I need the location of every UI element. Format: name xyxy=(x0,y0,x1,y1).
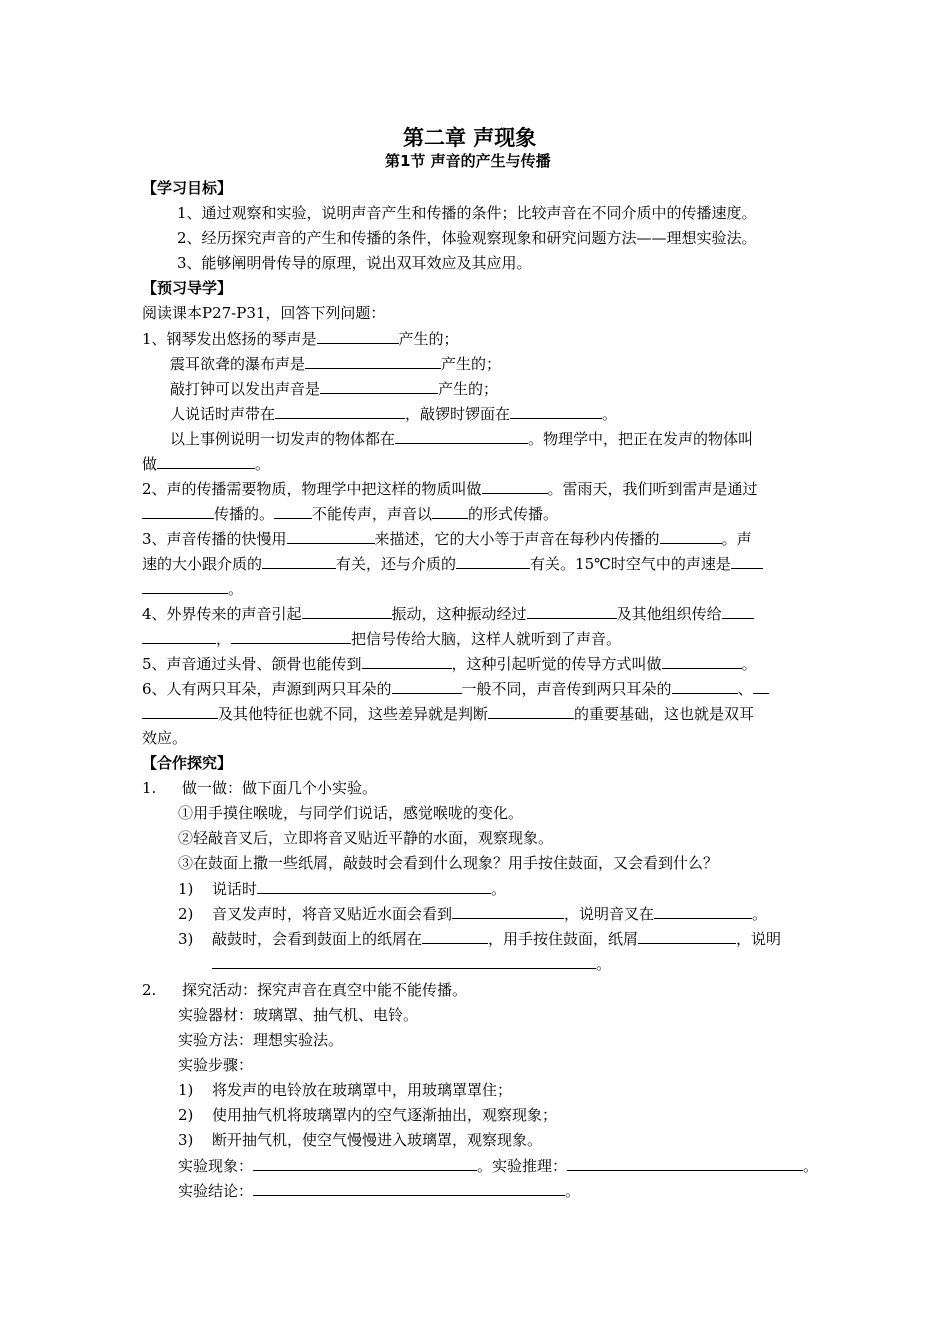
answer-blank[interactable] xyxy=(722,603,754,619)
question-4-line-b xyxy=(142,628,621,649)
q6-text: 的重要基础，这也就是双耳 xyxy=(574,705,755,723)
item-number: 2. xyxy=(142,981,157,999)
q-text: 敲鼓时，会看到鼓面上的纸屑在 xyxy=(212,930,423,948)
q2-text: 不能传声，声音以 xyxy=(312,505,433,523)
q1-text: 做 xyxy=(142,455,158,473)
question-3-line-b xyxy=(142,553,763,574)
q4-text: 把信号传给大脑，这样人就听到了声音。 xyxy=(351,630,622,648)
goal-item: 1、通过观察和实验，说明声音产生和传播的条件；比较声音在不同介质中的传播速度。 xyxy=(177,204,757,222)
answer-blank[interactable] xyxy=(731,553,763,569)
q1-text: ，敲锣时锣面在 xyxy=(405,405,511,423)
q3-text: 速的大小跟介质的 xyxy=(142,555,263,573)
sub-number: 2) xyxy=(178,1106,194,1124)
q3-text: 来描述，它的大小等于声音在每秒内传播的 xyxy=(374,530,660,548)
label-text: 。 xyxy=(565,1182,581,1200)
q4-text: 4、外界传来的声音引起 xyxy=(142,605,302,623)
answer-blank[interactable] xyxy=(142,503,214,519)
answer-blank[interactable] xyxy=(432,503,468,519)
preview-intro: 阅读课本P27-P31，回答下列问题： xyxy=(142,304,386,322)
q-text: 音叉发声时，将音叉贴近水面会看到 xyxy=(212,905,453,923)
experiment-method: 实验方法：理想实验法。 xyxy=(178,1031,344,1049)
sub-number: 3) xyxy=(178,1131,194,1149)
q5-text: 。 xyxy=(741,655,757,673)
q1-text: 人说话时声带在 xyxy=(170,405,276,423)
question-4-line-a xyxy=(142,603,754,624)
step-text: 使用抽气机将玻璃罩内的空气逐渐抽出，观察现象； xyxy=(212,1106,558,1124)
label-text: 。实验推理： xyxy=(477,1157,568,1175)
question-3-line-a xyxy=(142,528,752,549)
label-text: 实验现象： xyxy=(178,1157,254,1175)
procedure-step xyxy=(178,1080,512,1100)
step-text: 断开抽气机，使空气慢慢进入玻璃罩，观察现象。 xyxy=(212,1131,543,1149)
experiment-conclusion xyxy=(178,1180,580,1201)
experiment-phenomenon xyxy=(178,1155,818,1176)
question-1-line-b xyxy=(170,353,501,374)
coop-q1 xyxy=(178,878,506,899)
q1-text: 产生的； xyxy=(398,330,459,348)
q5-text: 5、声音通过头骨、颌骨也能传到 xyxy=(142,655,362,673)
q6-text: 及其他特征也就不同，这些差异就是判断 xyxy=(218,705,489,723)
experiment-steps-label: 实验步骤： xyxy=(178,1056,254,1074)
preview-heading: 【预习导学】 xyxy=(142,279,233,297)
answer-blank[interactable] xyxy=(317,328,399,344)
q2-text: 。雷雨天，我们听到雷声是通过 xyxy=(547,480,758,498)
label-text: 。 xyxy=(803,1157,819,1175)
item-text: 探究活动：探究声音在真空中能不能传播。 xyxy=(182,981,468,999)
q2-text: 2、声的传播需要物质，物理学中把这样的物质叫做 xyxy=(142,480,482,498)
answer-blank[interactable] xyxy=(142,578,228,594)
section-subtitle: 第1节 声音的产生与传播 xyxy=(385,152,551,170)
goal-item: 2、经历探究声音的产生和传播的条件，体验观察现象和研究问题方法——理想实验法。 xyxy=(177,229,757,247)
goals-heading: 【学习目标】 xyxy=(142,179,233,197)
answer-blank[interactable] xyxy=(157,453,255,469)
answer-blank[interactable] xyxy=(452,903,564,919)
answer-blank[interactable] xyxy=(662,653,742,669)
sub-number: 3) xyxy=(178,930,194,948)
experiment-materials: 实验器材：玻璃罩、抽气机、电铃。 xyxy=(178,1006,419,1024)
q2-text: 的形式传播。 xyxy=(468,505,559,523)
answer-blank[interactable] xyxy=(320,378,438,394)
question-1-line-c xyxy=(170,378,498,399)
q-text: ，用手按住鼓面，纸屑 xyxy=(488,930,639,948)
q1-text: 。 xyxy=(602,405,618,423)
sub-number: 1) xyxy=(178,1081,194,1099)
answer-blank[interactable] xyxy=(212,953,596,969)
answer-blank[interactable] xyxy=(257,878,491,894)
q1-text: 产生的； xyxy=(438,380,499,398)
q1-text: 以上事例说明一切发声的物体都在 xyxy=(170,430,396,448)
question-6-line-c: 效应。 xyxy=(142,729,188,747)
label-text: 实验结论： xyxy=(178,1182,254,1200)
coop-item-2 xyxy=(142,980,467,1000)
answer-blank[interactable] xyxy=(456,553,530,569)
step-text: 将发声的电铃放在玻璃罩中，用玻璃罩罩住； xyxy=(212,1081,513,1099)
answer-blank[interactable] xyxy=(231,628,351,644)
q4-text: ， xyxy=(216,630,232,648)
q-text: ，说明 xyxy=(736,930,782,948)
q3-text: 3、声音传播的快慢用 xyxy=(142,530,287,548)
q-text: 。 xyxy=(596,955,612,973)
answer-blank[interactable] xyxy=(262,553,336,569)
answer-blank[interactable] xyxy=(302,603,392,619)
q-text: 。 xyxy=(752,905,768,923)
q-text: ，说明音叉在 xyxy=(564,905,655,923)
coop-item-1 xyxy=(142,778,377,798)
answer-blank[interactable] xyxy=(638,928,736,944)
sub-number: 2) xyxy=(178,905,194,923)
answer-blank[interactable] xyxy=(142,703,218,719)
question-1-line-d xyxy=(170,403,617,424)
procedure-step xyxy=(178,1130,542,1150)
question-6-line-a xyxy=(142,678,769,699)
q6-text: 一般不同，声音传到两只耳朵的 xyxy=(461,680,672,698)
answer-blank[interactable] xyxy=(527,603,617,619)
q1-text: 。 xyxy=(255,455,271,473)
answer-blank[interactable] xyxy=(395,428,528,444)
question-6-line-b xyxy=(142,703,754,724)
answer-blank[interactable] xyxy=(142,628,216,644)
question-3-line-c xyxy=(142,578,243,599)
page-title: 第二章 声现象 xyxy=(403,126,537,150)
q3-text: 有关。15℃时空气中的声速是 xyxy=(530,555,731,573)
question-2-line-a xyxy=(142,478,758,499)
q4-text: 及其他组织传给 xyxy=(616,605,722,623)
q1-text: 产生的； xyxy=(441,355,502,373)
answer-blank[interactable] xyxy=(672,678,738,694)
answer-blank[interactable] xyxy=(253,1155,477,1171)
answer-blank[interactable] xyxy=(305,353,441,369)
answer-blank[interactable] xyxy=(510,403,602,419)
q6-text: 、 xyxy=(737,680,753,698)
q4-text: 振动，这种振动经过 xyxy=(391,605,527,623)
question-1-line-f xyxy=(142,453,270,474)
q6-text: 6、人有两只耳朵，声源到两只耳朵的 xyxy=(142,680,392,698)
coop-q2 xyxy=(178,903,767,924)
answer-blank[interactable] xyxy=(392,678,462,694)
coop-heading: 【合作探究】 xyxy=(142,754,233,772)
answer-blank[interactable] xyxy=(274,503,312,519)
q5-text: ，这种引起听觉的传导方式叫做 xyxy=(451,655,662,673)
item-text: 做一做：做下面几个小实验。 xyxy=(182,779,378,797)
answer-blank[interactable] xyxy=(488,703,574,719)
answer-blank[interactable] xyxy=(422,928,488,944)
answer-blank[interactable] xyxy=(287,528,375,544)
answer-blank[interactable] xyxy=(275,403,405,419)
q1-text: 。物理学中，把正在发声的物体叫 xyxy=(528,430,754,448)
sub-number: 1) xyxy=(178,880,194,898)
coop-q3-cont xyxy=(212,953,611,974)
answer-blank[interactable] xyxy=(362,653,452,669)
procedure-step xyxy=(178,1105,557,1125)
q3-text: 有关，还与介质的 xyxy=(336,555,457,573)
answer-blank[interactable] xyxy=(567,1155,803,1171)
answer-blank[interactable] xyxy=(660,528,722,544)
coop-q3 xyxy=(178,928,781,949)
q1-text: 震耳欲聋的瀑布声是 xyxy=(170,355,306,373)
q-text: 说话时 xyxy=(212,880,258,898)
q1-text: 1、钢琴发出悠扬的琴声是 xyxy=(142,330,317,348)
q3-text: 。 xyxy=(228,580,244,598)
q-text: 。 xyxy=(491,880,507,898)
answer-blank[interactable] xyxy=(753,678,769,694)
answer-blank[interactable] xyxy=(253,1180,565,1196)
q2-text: 传播的。 xyxy=(214,505,275,523)
answer-blank[interactable] xyxy=(482,478,548,494)
answer-blank[interactable] xyxy=(654,903,752,919)
q1-text: 敲打钟可以发出声音是 xyxy=(170,380,321,398)
item-number: 1. xyxy=(142,779,157,797)
experiment-step: ③在鼓面上撒一些纸屑，敲鼓时会看到什么现象？用手按住鼓面，又会看到什么？ xyxy=(178,854,719,872)
experiment-step: ①用手摸住喉咙，与同学们说话，感觉喉咙的变化。 xyxy=(178,804,524,822)
experiment-step: ②轻敲音叉后，立即将音叉贴近平静的水面，观察现象。 xyxy=(178,829,554,847)
question-1-line-e xyxy=(170,428,753,449)
question-2-line-b xyxy=(142,503,558,524)
q3-text: 。声 xyxy=(721,530,752,548)
goal-item: 3、能够阐明骨传导的原理，说出双耳效应及其应用。 xyxy=(177,254,532,272)
question-5 xyxy=(142,653,757,674)
question-1-line-a xyxy=(142,328,459,349)
